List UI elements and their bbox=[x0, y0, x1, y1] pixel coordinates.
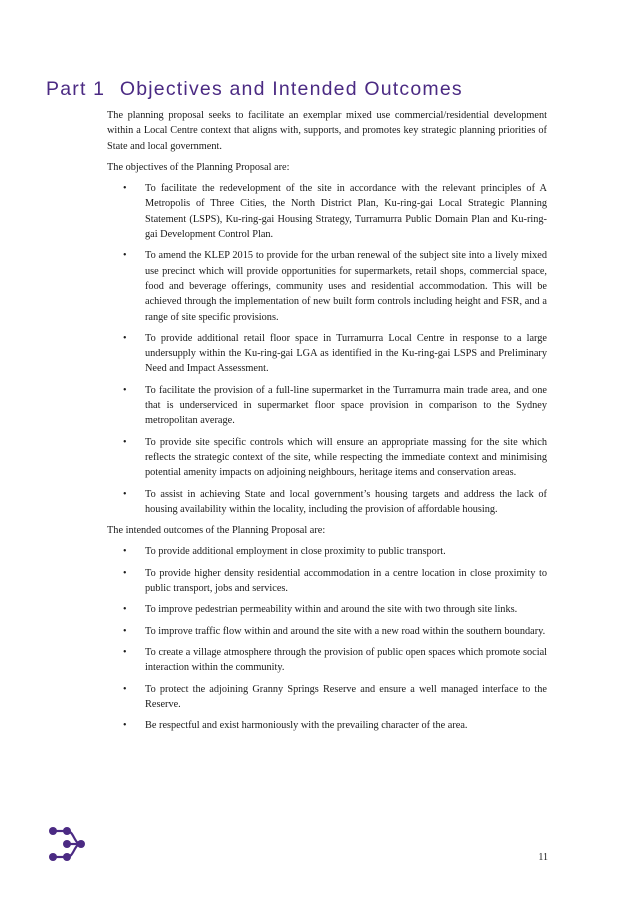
outcome-item bbox=[107, 624, 547, 639]
logo-dot bbox=[63, 853, 71, 861]
outcome-text: To protect the adjoining Granny Springs Reserve and ensure a well managed interface to the Reserve. bbox=[145, 683, 547, 710]
logo-dot bbox=[77, 840, 85, 848]
objective-item bbox=[107, 435, 547, 481]
body-text bbox=[107, 108, 547, 739]
outcome-item bbox=[107, 602, 547, 617]
bullet-icon: • bbox=[123, 546, 127, 558]
outcome-text: To improve traffic flow within and around the site with a new road within the southern boundary. bbox=[145, 625, 546, 637]
logo-dot bbox=[63, 840, 71, 848]
bullet-icon: • bbox=[123, 567, 127, 579]
objective-item bbox=[107, 248, 547, 324]
section-title: Objectives and Intended Outcomes bbox=[119, 78, 463, 100]
outcomes-list bbox=[107, 544, 547, 733]
bullet-icon: • bbox=[123, 683, 127, 695]
outcome-text: To improve pedestrian permeability within and around the site with two through site links. bbox=[145, 604, 518, 616]
bullet-icon: • bbox=[123, 625, 127, 637]
logo-dot bbox=[49, 853, 57, 861]
objective-item bbox=[107, 331, 547, 377]
bullet-icon: • bbox=[123, 720, 127, 732]
section-heading bbox=[46, 78, 463, 101]
outcome-item bbox=[107, 544, 547, 559]
logo-icon bbox=[48, 826, 90, 862]
outcome-text: Be respectful and exist harmoniously with the prevailing character of the area. bbox=[145, 720, 468, 732]
objective-text: To provide site specific controls which will ensure an appropriate massing for the site which reflects the strategic context of the site, while respecting the immediate context and minimising potential amenity impacts on adjoining neighbours, heritage items and conservation areas. bbox=[145, 436, 547, 479]
objective-item bbox=[107, 181, 547, 242]
bullet-icon: • bbox=[123, 183, 127, 195]
outcome-item bbox=[107, 645, 547, 676]
outcome-text: To provide higher density residential accommodation in a centre location in close proximity to public transport, jobs and services. bbox=[145, 567, 547, 595]
page-number: 11 bbox=[538, 852, 548, 863]
outcome-text: To create a village atmosphere through the provision of public open spaces which promote social interaction within the community. bbox=[145, 646, 547, 674]
bullet-icon: • bbox=[123, 604, 127, 616]
objective-item bbox=[107, 383, 547, 429]
bullet-icon: • bbox=[123, 436, 127, 448]
logo-dot bbox=[63, 827, 71, 835]
objective-text: To facilitate the redevelopment of the site in accordance with the relevant principles of A Metropolis of Three Cities, the North District Plan, Ku-ring-gai Local Strategic Planning Statement (LSPS), Ku-ring-gai Housing Strategy, Turramurra Public Domain Plan and Ku-ring-gai Development Control Plan. bbox=[145, 183, 547, 241]
outcome-text: To provide additional employment in close proximity to public transport. bbox=[145, 546, 446, 558]
bullet-icon: • bbox=[123, 646, 127, 658]
logo-dot bbox=[49, 827, 57, 835]
bullet-icon: • bbox=[123, 332, 127, 344]
bullet-icon: • bbox=[123, 384, 127, 396]
outcome-item bbox=[107, 718, 547, 733]
objective-text: To amend the KLEP 2015 to provide for the urban renewal of the subject site into a lively mixed use precinct which will provide opportunities for supermarkets, retail shops, commercial space, food and beverage offerings, community uses and residential accommodation. This will be achieved through the implementation of new built form controls including height and FSR, and a range of site specific provisions. bbox=[145, 250, 547, 323]
objectives-list bbox=[107, 181, 547, 517]
objective-text: To assist in achieving State and local government’s housing targets and address the lack of housing availability within the locality, including the provision of affordable housing. bbox=[145, 488, 547, 515]
objectives-intro: The objectives of the Planning Proposal are: bbox=[107, 161, 290, 173]
section-part-number: Part 1 bbox=[46, 78, 106, 100]
objective-item bbox=[107, 487, 547, 518]
logo-dots bbox=[49, 827, 85, 861]
bullet-icon: • bbox=[123, 250, 127, 262]
outcomes-intro: The intended outcomes of the Planning Proposal are: bbox=[107, 525, 326, 537]
outcome-item bbox=[107, 566, 547, 597]
outcome-item bbox=[107, 682, 547, 713]
intro-paragraph: The planning proposal seeks to facilitate an exemplar mixed use commercial/residential development within a Local Centre context that aligns with, supports, and promotes key strategic planning priorities of State and local government. bbox=[107, 110, 547, 152]
objective-text: To facilitate the provision of a full-line supermarket in the Turramurra main trade area, and one that is underserviced in supermarket floor space provision in comparison to the Sydney metropolitan average. bbox=[145, 384, 547, 427]
objective-text: To provide additional retail floor space in Turramurra Local Centre in response to a large undersupply within the Ku-ring-gai LGA as identified in the Ku-ring-gai LSPS and Preliminary Need and Impact Assessment. bbox=[145, 332, 547, 375]
bullet-icon: • bbox=[123, 488, 127, 500]
